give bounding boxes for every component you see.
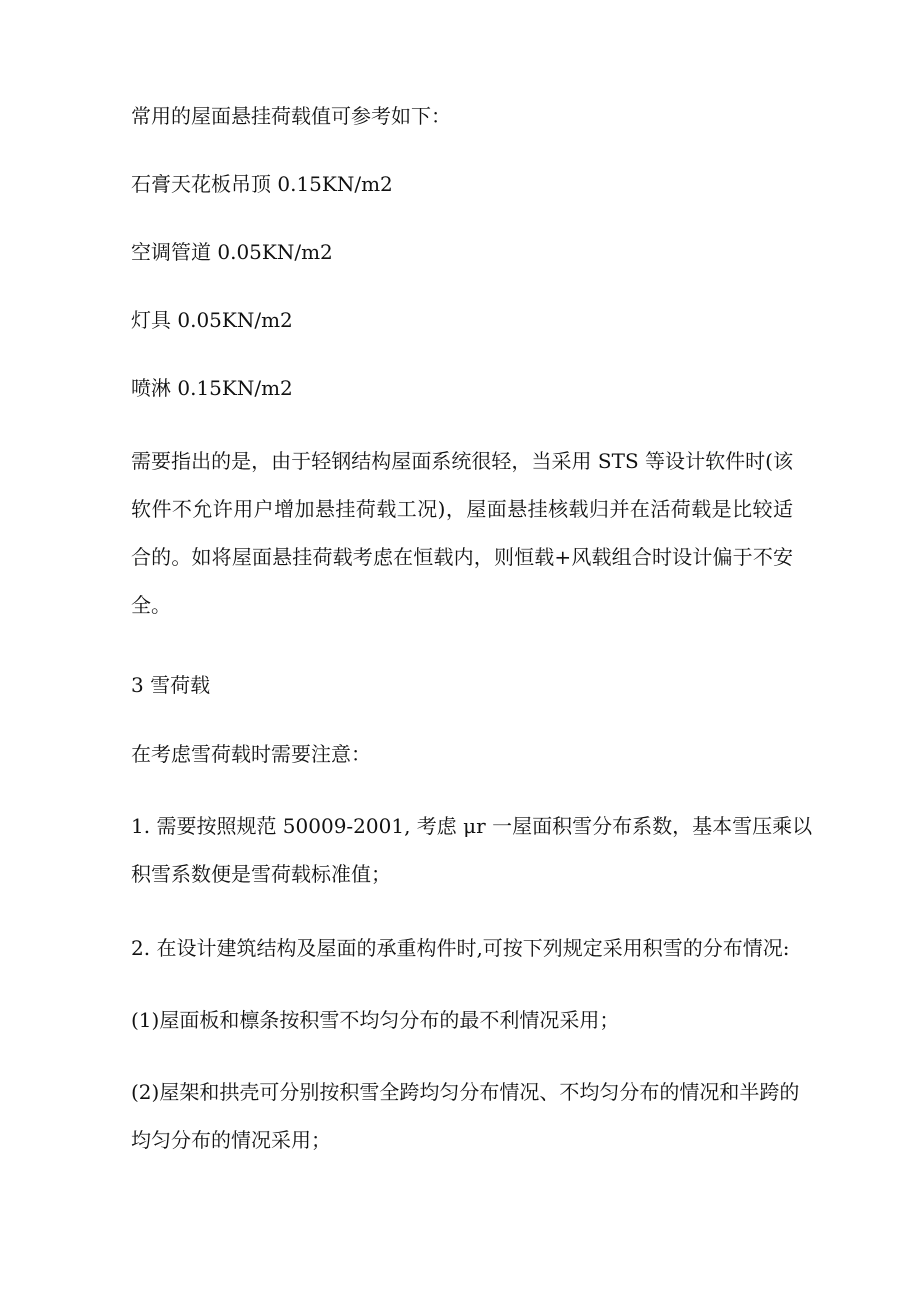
text-line: 均匀分布的情况采用； (131, 1128, 331, 1152)
note-paragraph (131, 437, 793, 629)
load-item-sprinkler (131, 364, 793, 412)
text-line: 全。 (131, 593, 171, 617)
text-line: 喷淋 0.15KN/m2 (131, 376, 293, 400)
text-line: 积雪系数便是雪荷载标准值； (131, 862, 391, 886)
text-line: 需要指出的是，由于轻钢结构屋面系统很轻，当采用 STS 等设计软件时(该 (131, 449, 793, 473)
text-line: 3 雪荷载 (131, 673, 211, 697)
list-item-1 (131, 802, 813, 898)
intro-paragraph (131, 92, 793, 140)
snow-intro-paragraph (131, 730, 793, 778)
text-line: 2. 在设计建筑结构及屋面的承重构件时,可按下列规定采用积雪的分布情况: (131, 936, 790, 960)
section-heading (131, 661, 793, 709)
text-line: 常用的屋面悬挂荷载值可参考如下： (131, 104, 451, 128)
load-item-hvac-duct (131, 228, 793, 276)
text-line: 石膏天花板吊顶 0.15KN/m2 (131, 172, 393, 196)
text-line: 灯具 0.05KN/m2 (131, 308, 293, 332)
text-line: 软件不允许用户增加悬挂荷载工况)，屋面悬挂核载归并在活荷载是比较适 (131, 497, 793, 521)
load-item-lighting (131, 296, 793, 344)
text-line: 合的。如将屋面悬挂荷载考虑在恒载内，则恒载+风载组合时设计偏于不安 (131, 545, 793, 569)
text-line: (1)屋面板和檩条按积雪不均匀分布的最不利情况采用； (131, 1008, 620, 1032)
list-subitem-1 (131, 996, 793, 1044)
list-subitem-2 (131, 1068, 800, 1164)
list-item-2 (131, 924, 793, 972)
text-line: 空调管道 0.05KN/m2 (131, 240, 333, 264)
text-line: 在考虑雪荷载时需要注意： (131, 742, 371, 766)
text-line: 1. 需要按照规范 50009-2001, 考虑 μr 一屋面积雪分布系数，基本雪压乘以 (131, 814, 813, 838)
text-line: (2)屋架和拱壳可分别按积雪全跨均匀分布情况、不均匀分布的情况和半跨的 (131, 1080, 800, 1104)
load-item-gypsum-ceiling (131, 160, 793, 208)
